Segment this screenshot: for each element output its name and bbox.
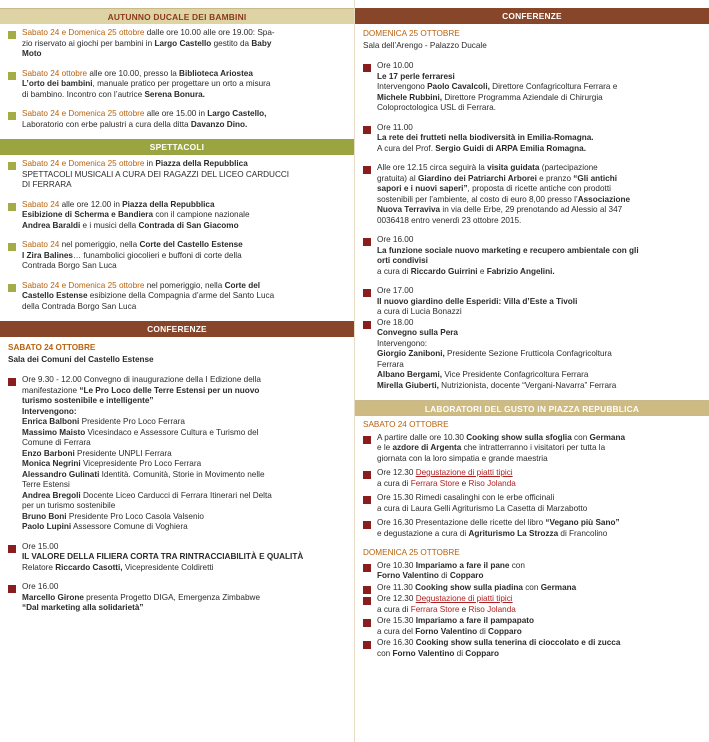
time-text: Ore 10.00 bbox=[377, 61, 414, 70]
bullet-square-icon bbox=[8, 545, 16, 553]
text: in bbox=[144, 159, 156, 168]
text: SPETTACOLI MUSICALI A CURA DEI RAGAZZI DEL LICEO CARDUCCI bbox=[22, 169, 290, 179]
text: … funambolici giocolieri e buffoni di corte della bbox=[72, 250, 242, 260]
list-item bbox=[363, 583, 701, 594]
list-item bbox=[8, 375, 346, 533]
bullet-square-icon bbox=[363, 321, 371, 329]
speaker-name: Paolo Lupini bbox=[22, 522, 72, 531]
list-item bbox=[363, 561, 701, 582]
time-text: Ore 15.00 bbox=[22, 541, 59, 551]
date-text: Sabato 24 e Domenica 25 ottobre bbox=[22, 280, 145, 290]
text: con il campione nazionale bbox=[153, 210, 250, 219]
text: 0036418 entro venerdì 23 ottobre 2015. bbox=[377, 215, 522, 225]
bullet-square-icon bbox=[363, 586, 371, 594]
speaker-role: Presidente UNPLI Ferrara bbox=[74, 448, 172, 458]
text: alle ore 15.00 in bbox=[144, 109, 208, 118]
text: e le bbox=[377, 443, 393, 452]
place-text: Biblioteca Ariostea bbox=[179, 68, 253, 78]
text: di Marzabotto bbox=[535, 503, 588, 513]
text: di bbox=[454, 648, 466, 658]
text: sostenibili per l’ambiente, al costo di euro 8,00 presso l’ bbox=[377, 194, 578, 204]
speaker-name: Albano Bergami, bbox=[377, 370, 443, 379]
text: Intervengono bbox=[377, 82, 428, 91]
bullet-square-icon bbox=[363, 238, 371, 246]
org-text: Ferrara Store bbox=[410, 478, 460, 488]
text: (partecipazione bbox=[539, 163, 598, 172]
place-text: Copparo bbox=[449, 571, 484, 580]
title-text: sfoglia bbox=[545, 432, 572, 442]
bullet-square-icon bbox=[363, 166, 371, 174]
title-text: Cooking show sulla bbox=[466, 432, 546, 442]
speaker-line bbox=[22, 512, 346, 523]
list-item bbox=[363, 61, 701, 114]
title-text: La funzione sociale nuovo marketing e recupero ambientale con gli bbox=[377, 245, 639, 255]
list-item bbox=[8, 28, 346, 60]
conferenze-left-section bbox=[0, 375, 354, 614]
text: gestito da bbox=[211, 38, 252, 48]
text: a cura di bbox=[377, 266, 411, 276]
org-text: Riso Jolanda bbox=[468, 604, 516, 614]
text: DI FERRARA bbox=[22, 180, 72, 189]
text: Coloproctologica USL di Ferrara. bbox=[377, 103, 496, 112]
text: giornata con la loro simpatia e grande maestria bbox=[377, 453, 548, 463]
bullet-square-icon bbox=[363, 521, 371, 529]
speakers-list bbox=[377, 349, 701, 391]
text: e bbox=[477, 266, 487, 276]
list-item bbox=[8, 200, 346, 232]
title-text: “Vegano più Sano” bbox=[545, 518, 620, 527]
section-header-laboratori: LABORATORI DEL GUSTO IN PIAZZA REPUBBLICA bbox=[355, 400, 709, 416]
speaker-role: Terre Estensi bbox=[22, 480, 70, 489]
speaker-line bbox=[22, 438, 346, 449]
speaker-role: Presidente Sezione Frutticola Confagricoltura bbox=[444, 349, 612, 358]
bullet-square-icon bbox=[363, 564, 371, 572]
speaker-name: Andrea Bregoli bbox=[22, 490, 81, 500]
place-text: Largo Castello bbox=[154, 38, 212, 48]
section-header-conferenze-left: CONFERENZE bbox=[0, 321, 354, 337]
text: zio riservato ai giochi per bambini in bbox=[22, 38, 155, 48]
text: a cura di Lucia Bonazzi bbox=[377, 307, 462, 316]
title-text: Le 17 perle ferraresi bbox=[377, 71, 455, 81]
bullet-square-icon bbox=[8, 378, 16, 386]
title-text: Degustazione di piatti tipici bbox=[415, 468, 513, 477]
time-text: Ore 11.00 bbox=[377, 122, 413, 132]
time-text: Ore 12.30 bbox=[377, 468, 416, 477]
org-text: Riso Jolanda bbox=[468, 478, 516, 488]
person-text: Andrea Baraldi bbox=[22, 220, 81, 230]
date-text: Sabato 24 bbox=[22, 240, 60, 249]
speaker-line bbox=[22, 417, 346, 428]
org-text: Moto bbox=[22, 49, 42, 58]
list-item bbox=[8, 69, 346, 101]
bullet-square-icon bbox=[8, 72, 16, 80]
org-text: Forno Valentino bbox=[415, 626, 478, 636]
section-header-autunno: AUTUNNO DUCALE DEI BAMBINI bbox=[0, 8, 354, 24]
bullet-square-icon bbox=[363, 64, 371, 72]
org-text: Davanzo Dino. bbox=[190, 119, 248, 129]
speaker-line bbox=[22, 522, 346, 533]
list-item bbox=[363, 163, 701, 226]
org-text: Ferrara Store bbox=[410, 604, 460, 614]
org-text: azdore di Argenta bbox=[392, 443, 462, 452]
section-header-conferenze-right: CONFERENZE bbox=[355, 8, 709, 24]
lab-saturday-section bbox=[355, 432, 709, 540]
day-heading: SABATO 24 OTTOBRE bbox=[8, 343, 96, 352]
bullet-square-icon bbox=[8, 203, 16, 211]
org-text: Forno Valentino bbox=[377, 571, 439, 580]
day-heading: SABATO 24 OTTOBRE bbox=[363, 420, 449, 429]
text: Direttore Confagricoltura Ferrara e bbox=[489, 82, 618, 91]
list-item bbox=[363, 433, 701, 465]
text: Alle ore 12.15 circa seguirà la bbox=[377, 163, 488, 172]
section-header-spettacoli: SPETTACOLI bbox=[0, 139, 354, 155]
text: con bbox=[509, 560, 525, 570]
speaker-role: Vicesindaco e Assessore Cultura e Turismo del bbox=[85, 427, 259, 437]
right-column bbox=[354, 0, 709, 742]
text: manifestazione bbox=[22, 385, 80, 395]
text: e bbox=[459, 604, 469, 614]
person-text: Paolo Cavalcoli, bbox=[427, 82, 490, 91]
day-heading: DOMENICA 25 OTTOBRE bbox=[363, 29, 460, 38]
date-text: Sabato 24 e Domenica 25 ottobre bbox=[22, 109, 145, 118]
title-text: Impariamo a fare il pampapato bbox=[415, 616, 534, 625]
person-text: Marcello Girone bbox=[22, 592, 84, 602]
bullet-square-icon bbox=[363, 436, 371, 444]
speaker-name: Monica Negrini bbox=[22, 459, 81, 468]
title-text: Impariamo a fare il pane bbox=[415, 560, 510, 570]
speaker-line bbox=[22, 459, 346, 470]
title-text: I Zira Balines bbox=[22, 250, 73, 260]
speaker-line bbox=[377, 349, 701, 360]
place-text: Copparo bbox=[488, 626, 522, 636]
title-text: visita guidata bbox=[487, 163, 540, 172]
date-text: Sabato 24 e Domenica 25 ottobre bbox=[22, 159, 145, 168]
bullet-square-icon bbox=[8, 31, 16, 39]
person-text: Germana bbox=[589, 432, 626, 442]
list-item bbox=[8, 159, 346, 191]
bullet-square-icon bbox=[363, 619, 371, 627]
text: e i musici della bbox=[80, 220, 139, 230]
text: di Francolino bbox=[558, 528, 608, 538]
autunno-section bbox=[0, 24, 354, 130]
time-text: Ore 10.30 bbox=[377, 560, 416, 570]
speaker-name: Alessandro Gulinati bbox=[22, 469, 100, 479]
bullet-square-icon bbox=[363, 641, 371, 649]
time-text: Ore 16.00 bbox=[377, 235, 414, 244]
speakers-list bbox=[22, 407, 346, 533]
speaker-role: Vicepresidente Pro Loco Ferrara bbox=[80, 459, 202, 468]
text: Ore 15.30 Rimedi casalinghi con le erbe officinali bbox=[377, 493, 555, 502]
person-text: Germana bbox=[540, 582, 577, 592]
list-item bbox=[8, 542, 346, 574]
text: Contrada Borgo San Luca bbox=[22, 261, 117, 270]
list-item bbox=[8, 582, 346, 614]
place-text: Castello Estense bbox=[22, 291, 88, 300]
spettacoli-section bbox=[0, 155, 354, 312]
title-text: Cooking show sulla tenerina di cioccolato e di zucca bbox=[415, 638, 621, 647]
list-item bbox=[363, 286, 701, 318]
speaker-name: Intervengono: bbox=[22, 406, 77, 416]
speaker-role: Docente Liceo Carducci di Ferrara Itinerari nel Delta bbox=[80, 490, 272, 500]
title-text: “Gli antichi bbox=[573, 173, 617, 183]
date-text: Sabato 24 e Domenica 25 ottobre bbox=[22, 28, 145, 37]
person-text: Riccardo Casotti, bbox=[55, 562, 123, 572]
speaker-line bbox=[22, 449, 346, 460]
text: della Contrada Borgo San Luca bbox=[22, 301, 137, 311]
speaker-line bbox=[22, 428, 346, 439]
time-text: Ore 11.30 bbox=[377, 582, 416, 592]
text: e pranzo bbox=[536, 173, 574, 183]
text: alle ore 10.00, presso la bbox=[87, 68, 180, 78]
text: con bbox=[522, 582, 541, 592]
list-item bbox=[363, 493, 701, 514]
time-text: Ore 17.00 bbox=[377, 286, 414, 295]
text: Intervengono: bbox=[377, 338, 428, 348]
org-text: Baby bbox=[251, 38, 272, 48]
speaker-role: Vice Presidente Confagricoltura Ferrara bbox=[442, 370, 589, 379]
bullet-square-icon bbox=[363, 471, 371, 479]
text: a cura di bbox=[377, 604, 411, 614]
place-heading: Sala dei Comuni del Castello Estense bbox=[8, 354, 154, 364]
list-item bbox=[363, 318, 701, 392]
text: che intratterranno i visitatori per tutta la bbox=[461, 443, 606, 452]
text: di bbox=[477, 626, 489, 636]
org-text: Associazione bbox=[577, 194, 631, 204]
title-text: Convegno sulla Pera bbox=[377, 328, 458, 337]
speaker-name: Giorgio Zaniboni, bbox=[377, 349, 445, 358]
org-text: Forno Valentino bbox=[392, 648, 455, 658]
list-item bbox=[363, 638, 701, 659]
text: in via delle Erbe, 29 prenotando ad Alessio al 347 bbox=[440, 205, 623, 214]
day-heading: DOMENICA 25 OTTOBRE bbox=[363, 548, 460, 557]
place-text: Corte del bbox=[224, 280, 261, 290]
place-text: Piazza della Repubblica bbox=[155, 159, 248, 168]
place-text: Copparo bbox=[465, 648, 499, 658]
speaker-role: Presidente Pro Loco Casola Valsenio bbox=[66, 511, 204, 521]
title-text: L’orto dei bambini bbox=[22, 79, 93, 88]
place-heading: Sala dell’Arengo - Palazzo Ducale bbox=[363, 40, 487, 50]
place-text: Corte del Castello Estense bbox=[139, 240, 243, 249]
text: Relatore bbox=[22, 562, 56, 572]
time-text: Ore 18.00 bbox=[377, 317, 414, 327]
place-text: Piazza della Repubblica bbox=[122, 199, 215, 209]
place-text: Largo Castello, bbox=[207, 109, 267, 118]
text: A partire dalle ore 10.30 bbox=[377, 432, 467, 442]
bullet-square-icon bbox=[8, 243, 16, 251]
time-text: Ore 16.00 bbox=[22, 582, 59, 591]
list-item bbox=[363, 594, 701, 615]
left-column bbox=[0, 0, 354, 742]
list-item bbox=[363, 235, 701, 277]
text: gratuita) al bbox=[377, 173, 418, 183]
title-text: “Le Pro Loco delle Terre Estensi per un nuovo bbox=[79, 385, 260, 395]
person-text: Fabrizio Angelini. bbox=[486, 266, 555, 276]
text: di bambino. Incontro con l’autrice bbox=[22, 89, 145, 99]
time-text: Ore 15.30 bbox=[377, 616, 416, 625]
text: nel pomeriggio, nella bbox=[59, 240, 140, 249]
text: con bbox=[377, 648, 393, 658]
bullet-square-icon bbox=[363, 289, 371, 297]
text: A cura del Prof. bbox=[377, 143, 436, 153]
text: di bbox=[438, 571, 450, 580]
title-text: sapori e i nuovi saperi” bbox=[377, 184, 468, 193]
text: Vicepresidente Coldiretti bbox=[122, 562, 214, 572]
speaker-role: Comune di Ferrara bbox=[22, 438, 91, 447]
speaker-name: Mirella Giuberti, bbox=[377, 380, 439, 390]
speaker-line bbox=[22, 470, 346, 481]
text: , proposta di ricette antiche con prodotti bbox=[467, 184, 611, 193]
speaker-role: Assessore Comune di Voghiera bbox=[71, 522, 188, 531]
title-text: Cooking show sulla piadina bbox=[415, 582, 523, 592]
bullet-square-icon bbox=[8, 112, 16, 120]
text: Direttore Programma Aziendale di Chirurgia bbox=[442, 92, 603, 102]
speaker-name: Massimo Maisto bbox=[22, 427, 86, 437]
title-text: Degustazione di piatti tipici bbox=[415, 594, 513, 603]
list-item bbox=[8, 109, 346, 130]
person-text: Sergio Guidi di ARPA Emilia Romagna. bbox=[435, 143, 586, 153]
title-text: Il nuovo giardino delle Esperidi: Villa d’Este a Tivoli bbox=[377, 296, 578, 306]
bullet-square-icon bbox=[363, 597, 371, 605]
text: Laboratorio con erbe palustri a cura della ditta bbox=[22, 119, 191, 129]
list-item bbox=[8, 240, 346, 272]
text: esibizione della Compagnia d’arme del Santo Luca bbox=[87, 291, 275, 300]
text: a cura del bbox=[377, 626, 416, 636]
text: dalle ore 10.00 alle ore 19.00: Spa- bbox=[144, 28, 275, 37]
date-text: Sabato 24 bbox=[22, 199, 60, 209]
speaker-name: Enrica Balboni bbox=[22, 417, 80, 426]
speaker-line bbox=[377, 360, 701, 371]
text: con bbox=[571, 432, 590, 442]
author-text: Serena Bonura. bbox=[144, 89, 205, 99]
person-text: Michele Rubbini, bbox=[377, 92, 443, 102]
list-item bbox=[363, 468, 701, 489]
speaker-role: Nutrizionista, docente “Vergani-Navarra” Ferrara bbox=[438, 380, 617, 390]
date-text: Sabato 24 ottobre bbox=[22, 68, 88, 78]
time-text: Ore 16.30 bbox=[377, 638, 416, 647]
speaker-line bbox=[22, 491, 346, 502]
title-text: La rete dei frutteti nella biodiversità in Emilia-Romagna. bbox=[377, 133, 594, 142]
list-item bbox=[8, 281, 346, 313]
text: Convegno di inaugurazione della I Edizione della bbox=[81, 375, 261, 384]
speaker-role: Identità. Comunità, Storie in Movimento nelle bbox=[99, 469, 265, 479]
text: e bbox=[459, 478, 469, 488]
text: Ore 16.30 Presentazione delle ricette del libro bbox=[377, 518, 546, 527]
title-text: Esibizione di Scherma e Bandiera bbox=[22, 210, 154, 219]
list-item bbox=[363, 123, 701, 155]
speaker-line bbox=[22, 480, 346, 491]
speaker-line bbox=[22, 407, 346, 418]
bullet-square-icon bbox=[8, 585, 16, 593]
title-text: turismo sostenibile e intelligente” bbox=[22, 396, 154, 405]
text: a cura di bbox=[377, 503, 411, 513]
speaker-line bbox=[377, 381, 701, 392]
org-text: Laura Gelli Agriturismo La Casetta bbox=[410, 503, 536, 513]
speaker-role: Ferrara bbox=[377, 359, 404, 369]
text: nel pomeriggio, nella bbox=[144, 280, 225, 290]
list-item bbox=[363, 616, 701, 637]
speaker-role: per un turismo sostenibile bbox=[22, 501, 116, 510]
text: presenta Progetto DIGA, Emergenza Zimbabwe bbox=[83, 592, 261, 602]
speaker-line bbox=[22, 501, 346, 512]
speaker-name: Bruno Boni bbox=[22, 511, 67, 521]
speaker-role: Presidente Pro Loco Ferrara bbox=[79, 417, 185, 426]
text: , manuale pratico per progettare un orto a misura bbox=[92, 79, 271, 88]
lab-sunday-section bbox=[355, 560, 709, 660]
text: a cura di bbox=[377, 478, 411, 488]
org-text: Nuova Terraviva bbox=[377, 205, 441, 214]
org-text: Contrada di San Giacomo bbox=[138, 220, 239, 230]
bullet-square-icon bbox=[8, 162, 16, 170]
bullet-square-icon bbox=[363, 126, 371, 134]
org-text: Agriturismo La Strozza bbox=[468, 528, 559, 538]
title-text: IL VALORE DELLA FILIERA CORTA TRA RINTRACCIABILITÀ E QUALITÀ bbox=[22, 552, 304, 561]
place-text: Giardino dei Patriarchi Arborei bbox=[417, 173, 537, 183]
conferenze-right-section bbox=[355, 59, 709, 391]
text: e degustazione a cura di bbox=[377, 528, 469, 538]
time-text: Ore 9.30 - 12.00 bbox=[22, 375, 82, 384]
speaker-name: Enzo Barboni bbox=[22, 448, 75, 458]
title-text: orti condivisi bbox=[377, 256, 428, 265]
bullet-square-icon bbox=[8, 284, 16, 292]
text: alle ore 12.00 in bbox=[59, 199, 123, 209]
speaker-line bbox=[377, 370, 701, 381]
person-text: Riccardo Guirrini bbox=[410, 266, 478, 276]
title-text: “Dal marketing alla solidarietà” bbox=[22, 603, 144, 612]
bullet-square-icon bbox=[363, 496, 371, 504]
list-item bbox=[363, 518, 701, 539]
time-text: Ore 12.30 bbox=[377, 594, 416, 603]
